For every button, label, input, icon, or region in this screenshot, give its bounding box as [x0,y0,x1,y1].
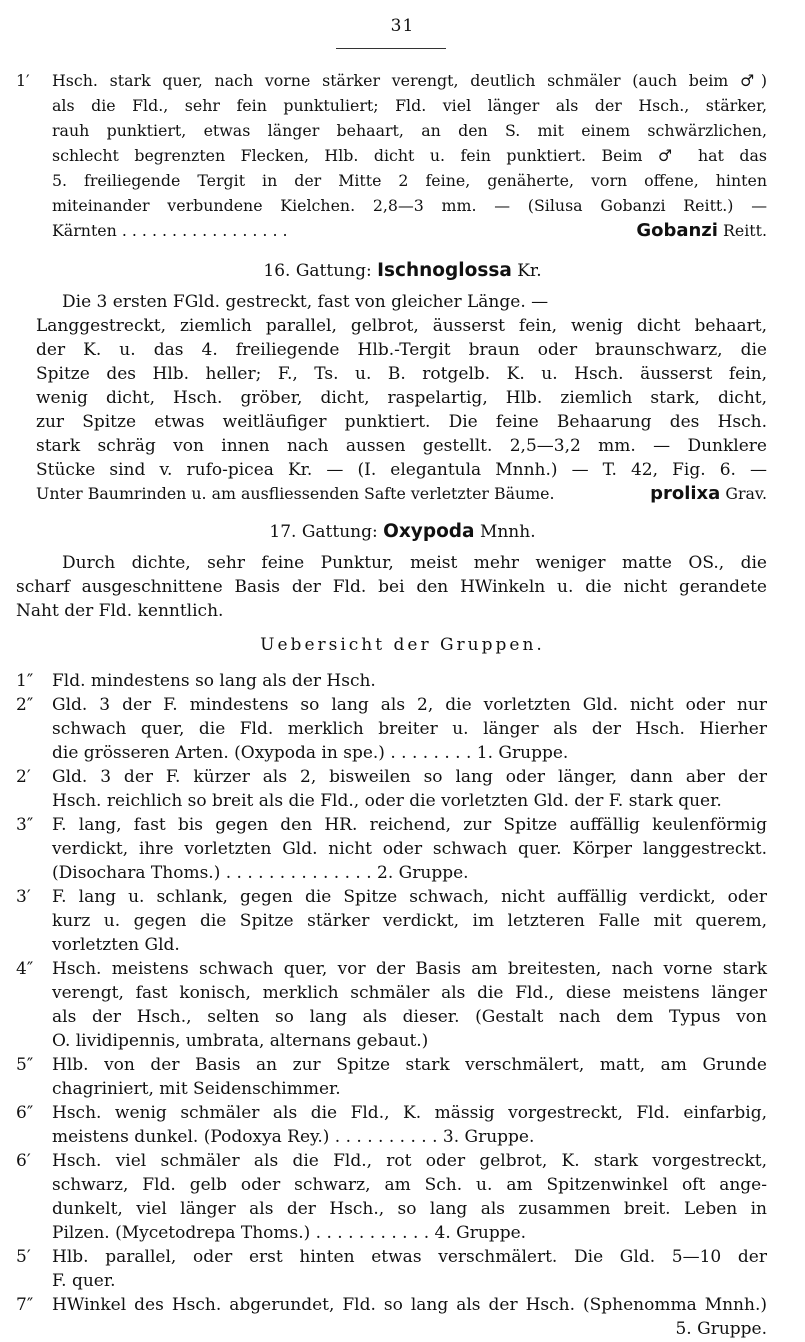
header-rule [336,48,446,49]
text-line: der K. u. das 4. freiliegende Hlb.-Tergit braun oder braunschwarz, die [36,340,767,360]
couplet-number: 5′ [16,1247,31,1267]
genus-author: Mnnh. [479,522,536,542]
couplet-number: 2′ [16,767,31,787]
couplet-number: 4″ [16,959,34,979]
text-line: stark schräg von innen nach aussen gestellt. 2,5—3,2 mm. — Dunklere [36,436,767,456]
page-number: 31 [390,16,415,36]
text-line: O. lividipennis, umbrata, alternans gebaut.) [52,1031,429,1051]
locality-line: Kärnten . . . . . . . . . . . . . . . . . [52,221,288,240]
couplet-number: 3′ [16,887,31,907]
text-line: schwarz, Fld. gelb oder schwarz, am Sch. u. am Spitzenwinkel oft ange- [52,1175,767,1195]
text-line: Durch dichte, sehr feine Punktur, meist mehr weniger matte OS., die [62,553,767,573]
genus-name: Oxypoda [383,521,475,542]
couplet-number: 7″ [16,1295,34,1315]
text-line: F. quer. [52,1271,116,1291]
genus-17-heading [0,519,805,545]
text-line: Hsch. viel schmäler als die Fld., rot oder gelbrot, K. stark vorgestreckt, [52,1151,767,1171]
genus-name: Ischnoglossa [377,260,512,281]
overview-title: Uebersicht der Gruppen. [260,635,545,655]
couplet-number: 5″ [16,1055,34,1075]
genus-heading-prefix: 17. Gattung: [269,522,378,542]
text-line: Die 3 ersten FGld. gestreckt, fast von gleicher Länge. — [62,292,549,312]
text-line: 5. Gruppe. [675,1319,767,1339]
text-line: Hsch. wenig schmäler als die Fld., K. mässig vorgestreckt, Fld. einfarbig, [52,1103,767,1123]
text-line: Spitze des Hlb. heller; F., Ts. u. B. rotgelb. K. u. Hsch. äusserst fein, [36,364,767,384]
text-line: meistens dunkel. (Podoxya Rey.) . . . . . . . . . . 3. Gruppe. [52,1127,535,1147]
couplet-number: 6″ [16,1103,34,1123]
text-line: vorletzten Gld. [52,935,180,955]
text-line: Hsch. meistens schwach quer, vor der Basis am breitesten, nach vorne stark [52,959,767,979]
text-line: schlecht begrenzten Flecken, Hlb. dicht u. fein punktiert. Beim ♂ hat das [52,146,767,165]
text-line: (Disochara Thoms.) . . . . . . . . . . . . . . 2. Gruppe. [52,863,469,883]
couplet-number: 3″ [16,815,34,835]
text-line: wenig dicht, Hsch. gröber, dicht, raspelartig, Hlb. ziemlich stark, dicht, [36,388,767,408]
text-line: Hsch. reichlich so breit als die Fld., oder die vorletzten Gld. der F. stark quer. [52,791,722,811]
habitat-line: Unter Baumrinden u. am ausfliessenden Safte verletzter Bäume. [36,484,555,503]
text-line: F. lang u. schlank, gegen die Spitze schwach, nicht auffällig verdickt, oder [52,887,767,907]
text-line: Naht der Fld. kenntlich. [16,601,224,621]
text-line: Hlb. von der Basis an zur Spitze stark verschmälert, matt, am Grunde [52,1055,767,1075]
text-line: scharf ausgeschnittene Basis der Fld. bei den HWinkeln u. die nicht gerandete [16,577,767,597]
text-line: als die Fld., sehr fein punktuliert; Fld. viel länger als der Hsch., stärker, [52,96,767,115]
text-line: Stücke sind v. rufo-picea Kr. — (I. elegantula Mnnh.) — T. 42, Fig. 6. — [36,460,767,480]
genus-heading-prefix: 16. Gattung: [263,261,372,281]
couplet-number: 6′ [16,1151,31,1171]
text-line: F. lang, fast bis gegen den HR. reichend, zur Spitze auffällig keulenförmig [52,815,767,835]
text-line: als der Hsch., selten so lang als dieser. (Gestalt nach dem Typus von [52,1007,767,1027]
text-line: 5. freiliegende Tergit in der Mitte 2 feine, genäherte, vorn offene, hinten [52,171,767,190]
text-line: HWinkel des Hsch. abgerundet, Fld. so lang als der Hsch. (Sphenomma Mnnh.) [52,1295,767,1315]
species-author: Grav. [725,484,767,503]
species-author: Reitt. [722,221,767,240]
genus-author: Kr. [517,261,542,281]
species-name: Gobanzi [636,220,718,241]
text-line: rauh punktiert, etwas länger behaart, an den S. mit einem schwärzlichen, [52,121,767,140]
couplet-number: 2″ [16,695,34,715]
genus-16-heading [0,258,805,284]
text-line: Hsch. stark quer, nach vorne stärker verengt, deutlich schmäler (auch beim ♂) [52,71,767,90]
text-line: zur Spitze etwas weitläufiger punktiert. Die feine Behaarung des Hsch. [36,412,767,432]
text-line: Hlb. parallel, oder erst hinten etwas verschmälert. Die Gld. 5—10 der [52,1247,767,1267]
overview-heading [0,632,805,658]
species-name: prolixa [650,483,721,504]
text-line: verdickt, ihre vorletzten Gld. nicht oder schwach quer. Körper langgestreckt. [52,839,767,859]
text-line: verengt, fast konisch, merklich schmäler als die Fld., diese meistens länger [52,983,767,1003]
text-line: Gld. 3 der F. kürzer als 2, bisweilen so lang oder länger, dann aber der [52,767,767,787]
text-line: die grösseren Arten. (Oxypoda in spe.) . . . . . . . . 1. Gruppe. [52,743,569,763]
text-line: dunkelt, viel länger als der Hsch., so lang als zusammen breit. Leben in [52,1199,767,1219]
text-line: Pilzen. (Mycetodrepa Thoms.) . . . . . . . . . . . 4. Gruppe. [52,1223,527,1243]
text-line: Gld. 3 der F. mindestens so lang als 2, die vorletzten Gld. nicht oder nur [52,695,767,715]
text-line: chagriniert, mit Seidenschimmer. [52,1079,341,1099]
couplet-number: 1″ [16,671,34,691]
text-line: schwach quer, die Fld. merklich breiter u. länger als der Hsch. Hierher [52,719,767,739]
text-line: kurz u. gegen die Spitze stärker verdickt, im letzteren Falle mit querem, [52,911,767,931]
couplet-number: 1′ [16,71,30,90]
text-line: miteinander verbundene Kielchen. 2,8—3 mm. — (Silusa Gobanzi Reitt.) — [52,196,767,215]
text-line: Langgestreckt, ziemlich parallel, gelbrot, äusserst fein, wenig dicht behaart, [36,316,767,336]
text-line: Fld. mindestens so lang als der Hsch. [52,671,376,691]
